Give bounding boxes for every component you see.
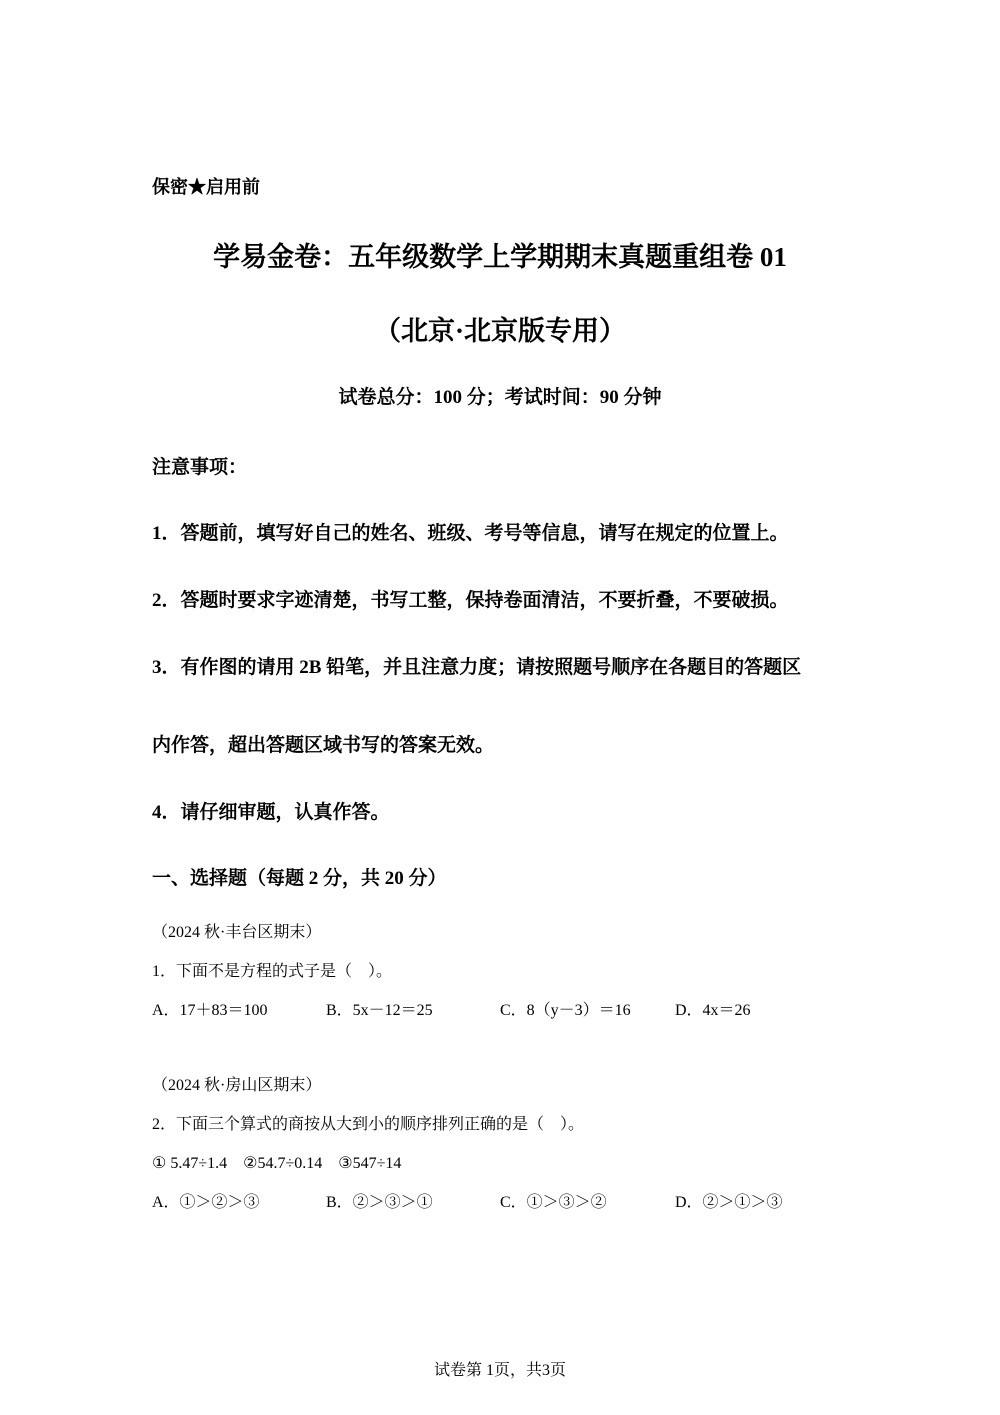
page-title: 学易金卷：五年级数学上学期期末真题重组卷 01 [213, 242, 787, 272]
option-d: D．②＞①＞③ [675, 1194, 783, 1211]
option-c: C．8（y－3）＝16 [500, 1002, 631, 1019]
question-source: （2024 秋·丰台区期末） [152, 924, 322, 941]
option-a: A．17＋83＝100 [152, 1002, 268, 1019]
question-expressions: ① 5.47÷1.4 ②54.7÷0.14 ③547÷14 [152, 1155, 402, 1172]
option-b: B．②＞③＞① [326, 1194, 433, 1211]
option-a: A．①＞②＞③ [152, 1194, 260, 1211]
option-b: B．5x－12＝25 [326, 1002, 433, 1019]
exam-info: 试卷总分：100 分；考试时间：90 分钟 [338, 387, 662, 408]
option-d: D．4x＝26 [675, 1002, 751, 1019]
question-stem: 1．下面不是方程的式子是（ ）。 [152, 963, 393, 980]
question-source: （2024 秋·房山区期末） [152, 1077, 322, 1094]
note-item: 1．答题前，填写好自己的姓名、班级、考号等信息，请写在规定的位置上。 [152, 523, 789, 544]
section-heading: 一、选择题（每题 2 分，共 20 分） [152, 868, 447, 889]
page-subtitle: （北京·北京版专用） [373, 316, 626, 346]
confidential-label: 保密★启用前 [152, 177, 260, 197]
note-item: 3．有作图的请用 2B 铅笔，并且注意力度；请按照题号顺序在各题目的答题区 [152, 657, 802, 678]
note-item: 内作答，超出答题区域书写的答案无效。 [152, 735, 495, 756]
question-stem: 2．下面三个算式的商按从大到小的顺序排列正确的是（ ）。 [152, 1116, 585, 1133]
notes-heading: 注意事项： [152, 457, 248, 478]
page-footer: 试卷第 1页，共3页 [433, 1362, 566, 1379]
note-item: 2．答题时要求字迹清楚，书写工整，保持卷面清洁，不要折叠，不要破损。 [152, 590, 789, 611]
option-c: C．①＞③＞② [500, 1194, 607, 1211]
note-item: 4．请仔细审题，认真作答。 [152, 802, 390, 823]
